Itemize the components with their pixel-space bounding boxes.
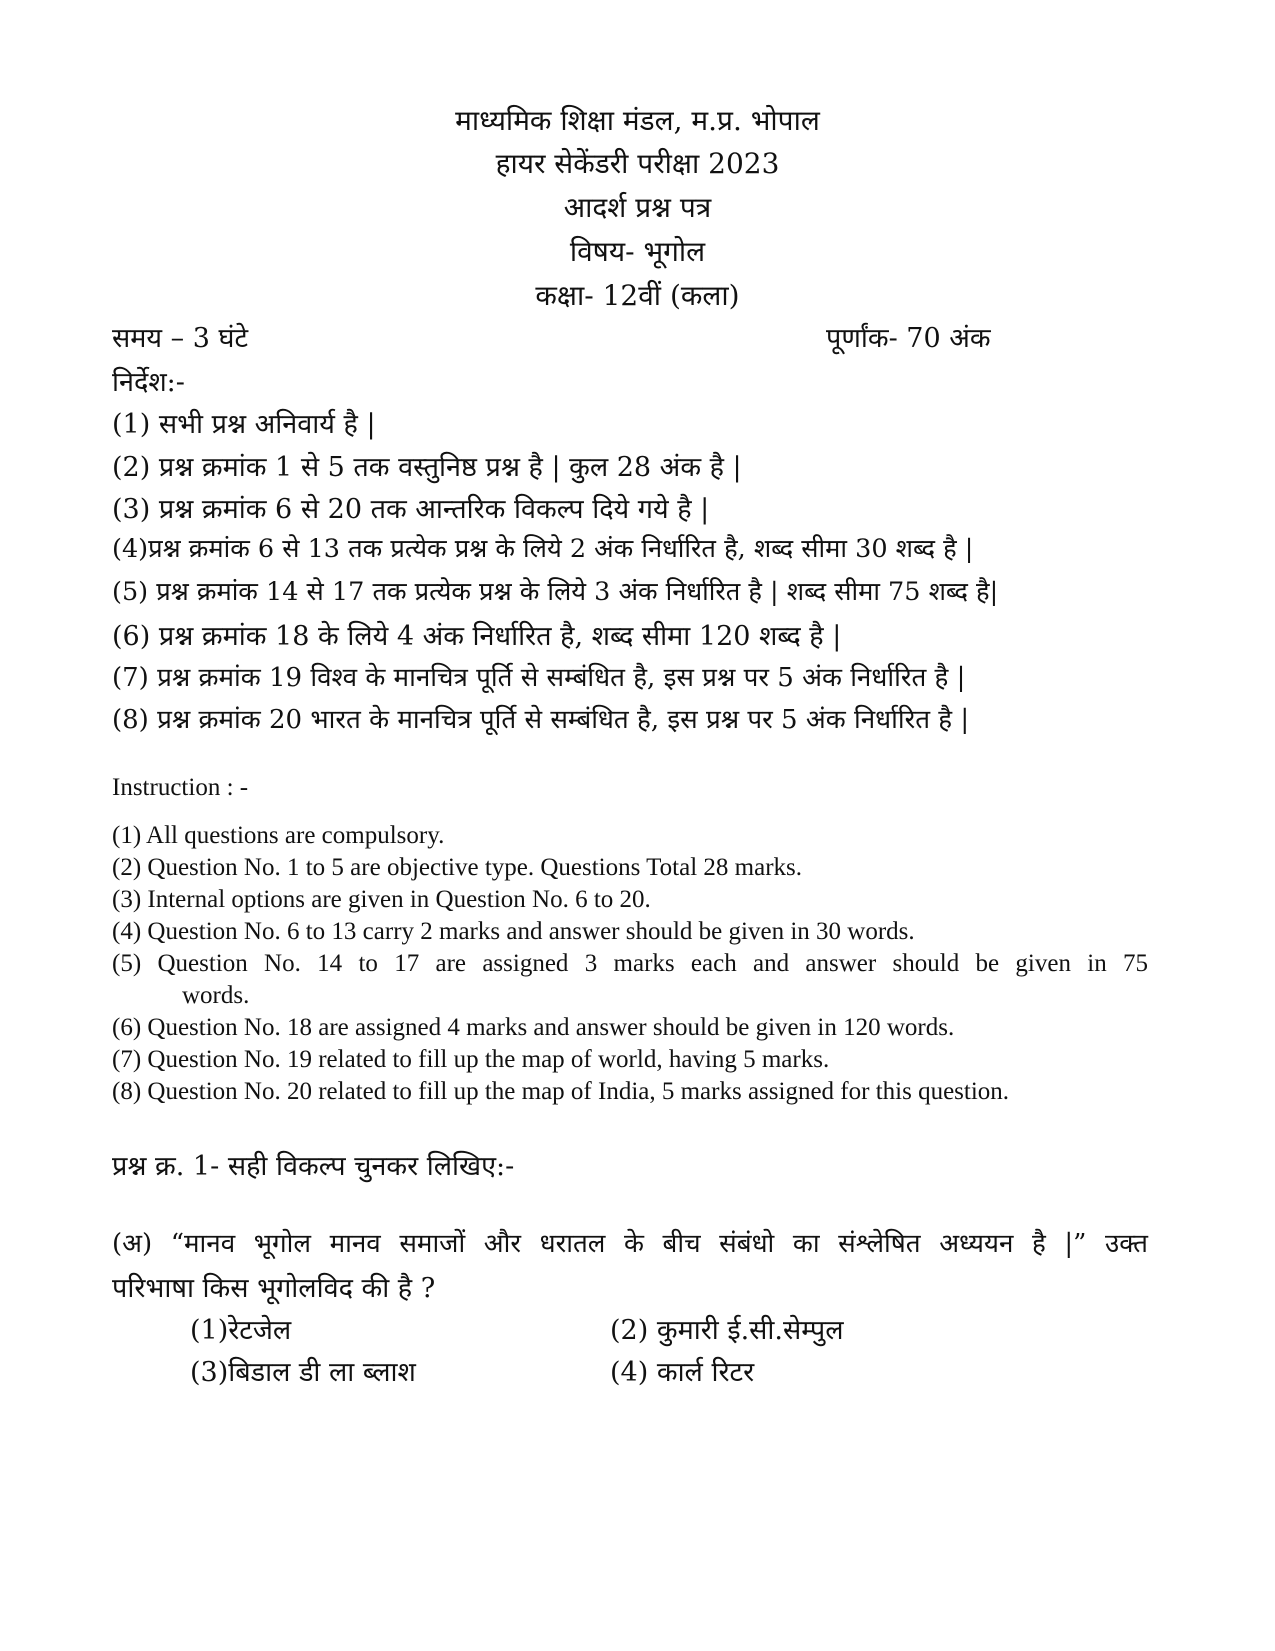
english-instruction-item: (3) Internal options are given in Question No. 6 to 20. — [112, 886, 651, 913]
hindi-instruction-item: (8) प्रश्न क्रमांक 20 भारत के मानचित्र पूर्ति से सम्बंधित है, इस प्रश्न पर 5 अंक निर्धारित है | — [112, 705, 970, 735]
hindi-instruction-item: (4)प्रश्न क्रमांक 6 से 13 तक प्रत्येक प्रश्न के लिये 2 अंक निर्धारित है, शब्द सीमा 30 शब्द है | — [112, 534, 974, 564]
hindi-instruction-item: (3) प्रश्न क्रमांक 6 से 20 तक आन्तरिक विकल्प दिये गये है | — [112, 494, 710, 525]
english-instruction-item: (4) Question No. 6 to 13 carry 2 marks and answer should be given in 30 words. — [112, 918, 915, 945]
hindi-instruction-item: (7) प्रश्न क्रमांक 19 विश्व के मानचित्र पूर्ति से सम्बंधित है, इस प्रश्न पर 5 अंक निर्धारित है | — [112, 663, 966, 693]
board-name: माध्यमिक शिक्षा मंडल, म.प्र. भोपाल — [455, 104, 820, 137]
english-instruction-item-continuation: words. — [182, 982, 250, 1009]
question-1a-text: (अ) “मानव भूगोल मानव समाजों और धरातल के बीच संबंधो का संश्लेषित अध्ययन है |” उक्त — [112, 1229, 1148, 1259]
english-instruction-item: (7) Question No. 19 related to fill up the map of world, having 5 marks. — [112, 1046, 830, 1073]
paper-type: आदर्श प्रश्न पत्र — [563, 191, 712, 224]
time-allowed: समय – 3 घंटे — [112, 323, 249, 354]
option-2: (2) कुमारी ई.सी.सेम्पुल — [610, 1315, 844, 1346]
class-name: कक्षा- 12वीं (कला) — [535, 279, 740, 312]
english-instructions-heading: Instruction : - — [112, 774, 249, 801]
hindi-instruction-item: (5) प्रश्न क्रमांक 14 से 17 तक प्रत्येक प्रश्न के लिये 3 अंक निर्धारित है | शब्द सीमा 75 शब्द है| — [112, 577, 999, 607]
english-instruction-item: (1) All questions are compulsory. — [112, 822, 445, 849]
english-instruction-item: (6) Question No. 18 are assigned 4 marks and answer should be given in 120 words. — [112, 1014, 955, 1041]
english-instruction-item: (5) Question No. 14 to 17 are assigned 3 marks each and answer should be given in 75 — [112, 950, 1148, 977]
subject: विषय- भूगोल — [569, 235, 706, 268]
hindi-instruction-item: (2) प्रश्न क्रमांक 1 से 5 तक वस्तुनिष्ठ प्रश्न है | कुल 28 अंक है | — [112, 452, 742, 483]
hindi-instructions-heading: निर्देश:- — [112, 367, 185, 398]
option-3: (3)बिडाल डी ला ब्लाश — [190, 1357, 416, 1388]
max-marks: पूर्णांक- 70 अंक — [826, 323, 991, 354]
question-1a-text-continued: परिभाषा किस भूगोलविद की है ? — [112, 1273, 436, 1304]
option-1: (1)रेटजेल — [190, 1315, 292, 1346]
hindi-instruction-item: (1) सभी प्रश्न अनिवार्य है | — [112, 409, 376, 440]
english-instruction-item: (8) Question No. 20 related to fill up the map of India, 5 marks assigned for this question. — [112, 1078, 1010, 1105]
english-instruction-item: (2) Question No. 1 to 5 are objective type. Questions Total 28 marks. — [112, 854, 803, 881]
hindi-instruction-item: (6) प्रश्न क्रमांक 18 के लिये 4 अंक निर्धारित है, शब्द सीमा 120 शब्द है | — [112, 621, 842, 652]
exam-name: हायर सेकेंडरी परीक्षा 2023 — [495, 147, 780, 180]
question-1-heading: प्रश्न क्र. 1- सही विकल्प चुनकर लिखिए:- — [112, 1151, 515, 1182]
option-4: (4) कार्ल रिटर — [610, 1357, 755, 1388]
